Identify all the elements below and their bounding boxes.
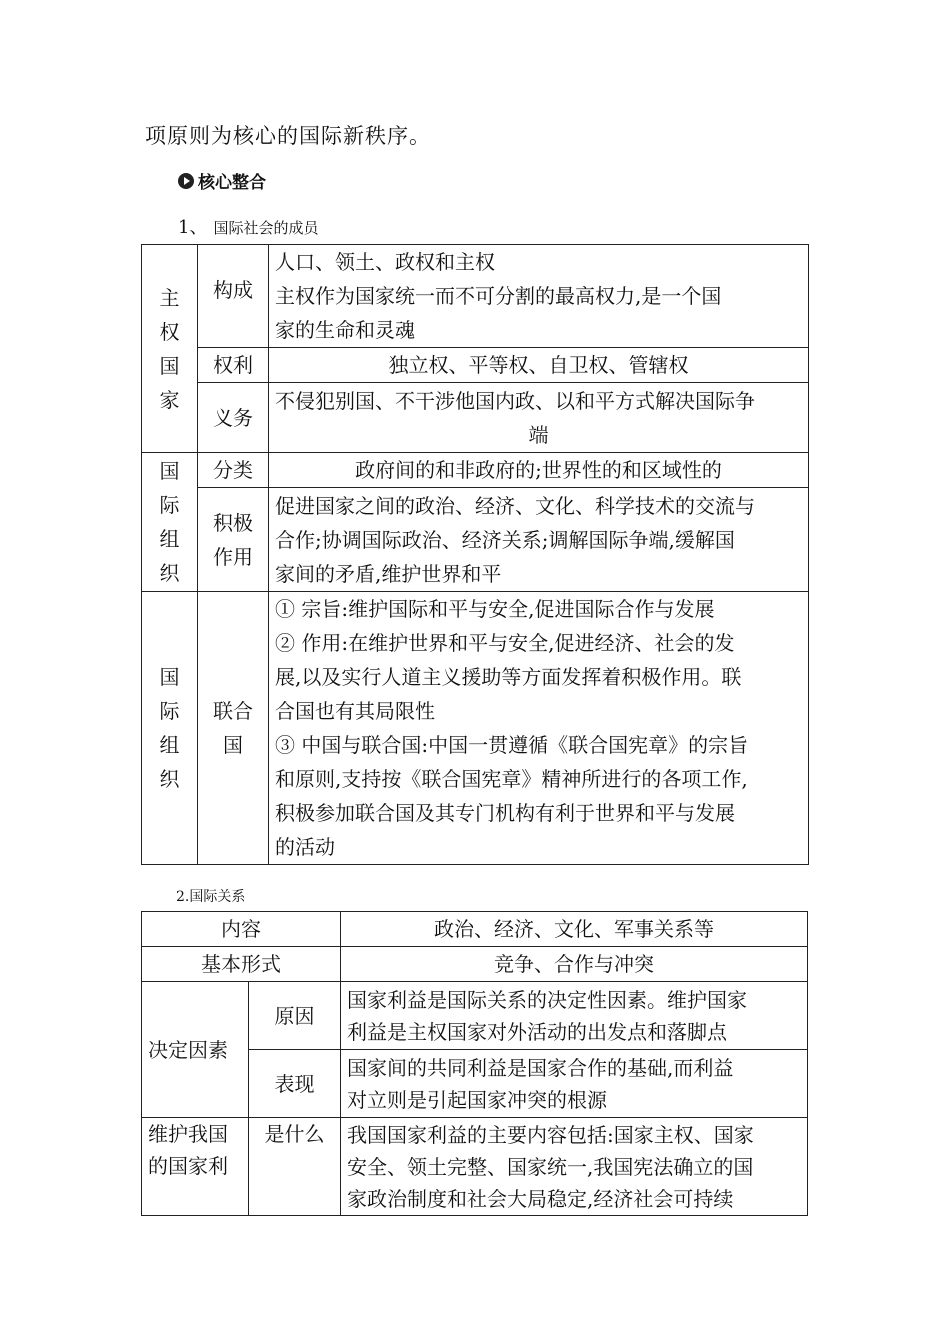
rights-key: 权利 — [198, 348, 269, 383]
intro-line: 项原则为核心的国际新秩序。 — [145, 124, 431, 148]
table-row — [142, 245, 809, 348]
table-row — [142, 1118, 808, 1216]
subsection-2-title: 2.国际关系 — [176, 889, 246, 905]
rights-value: 独立权、平等权、自卫权、管辖权 — [269, 348, 809, 383]
classification-value: 政府间的和非政府的;世界性的和区域性的 — [269, 453, 809, 488]
intl-org-label: 国 际 组 织 — [142, 453, 198, 592]
composition-value: 人口、领土、政权和主权 主权作为国家统一而不可分割的最高权力,是一个国 家的生命和灵魂 — [269, 245, 809, 348]
expression-key: 表现 — [249, 1050, 341, 1118]
table-row — [142, 947, 808, 982]
content-key: 内容 — [142, 912, 341, 947]
section-heading — [178, 168, 266, 193]
basic-forms-value: 竞争、合作与冲突 — [341, 947, 808, 982]
subsection-1-number: 1、 — [178, 217, 208, 238]
section-heading-text: 核心整合 — [198, 173, 266, 193]
intl-org-label-2: 国 际 组 织 — [142, 592, 198, 865]
decisive-factor-key: 决定因素 — [142, 982, 249, 1118]
table-row — [142, 348, 809, 383]
table-row — [142, 982, 808, 1050]
basic-forms-key: 基本形式 — [142, 947, 341, 982]
international-relations-table — [141, 911, 808, 1216]
sovereign-state-label: 主 权 国 家 — [142, 245, 198, 453]
obligations-value: 不侵犯别国、不干涉他国内政、以和平方式解决国际争 端 — [269, 383, 809, 453]
positive-role-key: 积极 作用 — [198, 488, 269, 592]
reason-value: 国家利益是国际关系的决定性因素。维护国家 利益是主权国家对外活动的出发点和落脚点 — [341, 982, 808, 1050]
subsection-1-title — [178, 213, 318, 239]
classification-key: 分类 — [198, 453, 269, 488]
play-icon — [178, 173, 194, 189]
obligations-key: 义务 — [198, 383, 269, 453]
table-row — [142, 383, 809, 453]
what-key: 是什么 — [249, 1118, 341, 1216]
maintain-interest-key: 维护我国 的国家利 — [142, 1118, 249, 1216]
what-value: 我国国家利益的主要内容包括:国家主权、国家 安全、领土完整、国家统一,我国宪法确立的国 家政治制度和社会大局稳定,经济社会可持续 — [341, 1118, 808, 1216]
content-value: 政治、经济、文化、军事关系等 — [341, 912, 808, 947]
table-row — [142, 592, 809, 865]
expression-value: 国家间的共同利益是国家合作的基础,而利益 对立则是引起国家冲突的根源 — [341, 1050, 808, 1118]
un-value: ① 宗旨:维护国际和平与安全,促进国际合作与发展 ② 作用:在维护世界和平与安全,促进经济、社会的发 展,以及实行人道主义援助等方面发挥着积极作用。联 合国也有其局限性 ③ 中国与联合国:中国一贯遵循《联合国宪章》的宗旨 和原则,支持按《联合国宪章》精神所进行的各项工作, 积极参加联合国及其专门机构有利于世界和平与发展 的活动 — [269, 592, 809, 865]
table-row — [142, 488, 809, 592]
table-row — [142, 453, 809, 488]
reason-key: 原因 — [249, 982, 341, 1050]
table-row — [142, 912, 808, 947]
positive-role-value: 促进国家之间的政治、经济、文化、科学技术的交流与 合作;协调国际政治、经济关系;调解国际争端,缓解国 家间的矛盾,维护世界和平 — [269, 488, 809, 592]
subsection-1-text: 国际社会的成员 — [213, 219, 319, 237]
un-key: 联合 国 — [198, 592, 269, 865]
composition-key: 构成 — [198, 245, 269, 348]
international-society-table — [141, 244, 809, 865]
